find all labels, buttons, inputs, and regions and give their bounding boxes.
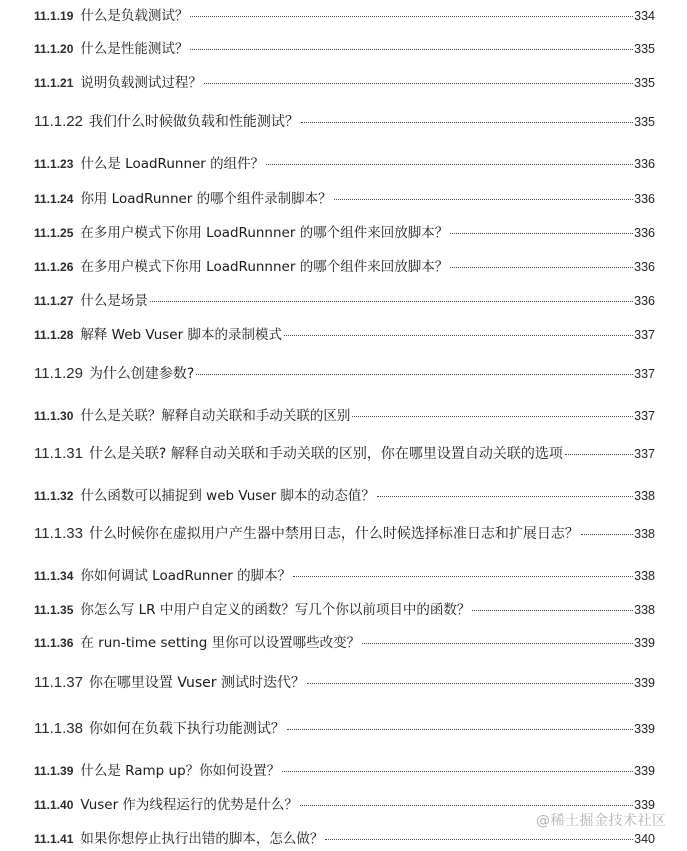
toc-entry-title: 说明负载测试过程？ (80, 75, 202, 91)
toc-entry[interactable] (34, 152, 655, 174)
dot-leader (334, 198, 633, 200)
toc-entry-page-number: 338 (634, 603, 655, 617)
toc-entry[interactable] (34, 793, 655, 815)
toc-entry-page-number: 336 (634, 260, 655, 274)
dot-leader (284, 334, 633, 336)
toc-entry-title: 什么是 Ramp up？你如何设置？ (80, 763, 281, 779)
toc-entry-title: 如果你想停止执行出错的脚本，怎么做？ (80, 831, 324, 847)
toc-entry-number: 11.1.21 (34, 76, 74, 90)
toc-entry-number: 11.1.38 (34, 720, 83, 737)
toc-entry-page-number: 335 (634, 42, 655, 56)
toc-entry[interactable] (34, 111, 655, 133)
dot-leader (196, 373, 633, 375)
toc-entry-number: 11.1.19 (34, 9, 74, 23)
toc-entry[interactable] (34, 404, 655, 426)
toc-entry-number: 11.1.23 (34, 157, 74, 171)
toc-entry-title: 我们什么时候做负载和性能测试？ (88, 114, 299, 130)
dot-leader (287, 728, 633, 730)
dot-leader (472, 609, 633, 611)
toc-entry-page-number: 336 (634, 294, 655, 308)
dot-leader (293, 575, 633, 577)
toc-entry-page-number: 338 (634, 569, 655, 583)
toc-entry-number: 11.1.22 (34, 113, 83, 130)
dot-leader (352, 415, 633, 417)
toc-entry-title: 你怎么写 LR 中用户自定义的函数？写几个你以前项目中的函数？ (80, 602, 471, 618)
toc-entry-page-number: 337 (634, 328, 655, 342)
toc-entry-page-number: 337 (634, 409, 655, 423)
toc-entry[interactable] (34, 598, 655, 620)
dot-leader (325, 838, 633, 840)
dot-leader (190, 15, 633, 17)
dot-leader (282, 770, 633, 772)
toc-entry[interactable] (34, 289, 655, 311)
dot-leader (377, 495, 633, 497)
toc-entry-title: 什么是关联? 解释自动关联和手动关联的区别，你在哪里设置自动关联的选项 (88, 446, 563, 462)
toc-entry-number: 11.1.36 (34, 636, 74, 650)
toc-entry-page-number: 335 (634, 76, 655, 90)
dot-leader (307, 682, 633, 684)
toc-entry[interactable] (34, 221, 655, 243)
dot-leader (362, 642, 633, 644)
dot-leader (300, 804, 633, 806)
toc-entry-page-number: 339 (634, 676, 655, 690)
dot-leader (301, 121, 633, 123)
toc-entry[interactable] (34, 71, 655, 93)
toc-entry-number: 11.1.39 (34, 764, 74, 778)
toc-entry-title: 你如何调试 LoadRunner 的脚本？ (80, 568, 292, 584)
toc-entry-number: 11.1.32 (34, 489, 74, 503)
toc-entry-number: 11.1.30 (34, 409, 74, 423)
toc-entry-title: 在多用户模式下你用 LoadRunnner 的哪个组件来回放脚本？ (80, 225, 449, 241)
toc-entry[interactable] (34, 672, 655, 694)
toc-entry-title: 你如何在负载下执行功能测试？ (88, 721, 285, 737)
toc-entry-title: 什么是性能测试？ (80, 41, 189, 57)
toc-entry[interactable] (34, 827, 655, 849)
toc-entry-title: 你用 LoadRunner 的哪个组件录制脚本？ (80, 191, 332, 207)
toc-entry-title: 为什么创建参数? (88, 366, 195, 382)
dot-leader (565, 453, 633, 455)
dot-leader (450, 232, 633, 234)
toc-entry-title: 什么函数可以捕捉到 web Vuser 脚本的动态值？ (80, 488, 375, 504)
toc-entry-page-number: 337 (634, 367, 655, 381)
toc-entry-number: 11.1.27 (34, 294, 74, 308)
toc-entry-page-number: 338 (634, 527, 655, 541)
toc-entry-page-number: 336 (634, 157, 655, 171)
toc-entry-number: 11.1.26 (34, 260, 74, 274)
toc-entry[interactable] (34, 631, 655, 653)
toc-entry-title: 什么是关联？解释自动关联和手动关联的区别 (80, 408, 351, 424)
toc-entry-page-number: 337 (634, 447, 655, 461)
toc-entry-number: 11.1.31 (34, 445, 83, 462)
toc-entry-page-number: 336 (634, 192, 655, 206)
toc-entry-number: 11.1.20 (34, 42, 74, 56)
toc-entry-page-number: 339 (634, 798, 655, 812)
dot-leader (266, 163, 633, 165)
toc-entry-page-number: 340 (634, 832, 655, 846)
toc-entry-number: 11.1.34 (34, 569, 74, 583)
toc-entry[interactable] (34, 484, 655, 506)
dot-leader (190, 48, 633, 50)
toc-entry-title: 什么是负载测试？ (80, 8, 189, 24)
toc-entry-title: 解释 Web Vuser 脚本的录制模式 (80, 327, 282, 343)
toc-entry-number: 11.1.40 (34, 798, 74, 812)
dot-leader (150, 300, 633, 302)
toc-entry-number: 11.1.33 (34, 525, 83, 542)
toc-entry-page-number: 339 (634, 722, 655, 736)
toc-entry-title: Vuser 作为线程运行的优势是什么？ (80, 797, 298, 813)
toc-entry-page-number: 339 (634, 764, 655, 778)
toc-entry-page-number: 335 (634, 115, 655, 129)
toc-entry-number: 11.1.24 (34, 192, 74, 206)
toc-entry[interactable] (34, 187, 655, 209)
toc-entry-number: 11.1.41 (34, 832, 74, 846)
toc-entry[interactable] (34, 4, 655, 26)
toc-entry-number: 11.1.29 (34, 365, 83, 382)
toc-entry[interactable] (34, 323, 655, 345)
dot-leader (450, 266, 633, 268)
dot-leader (204, 82, 633, 84)
toc-entry-page-number: 338 (634, 489, 655, 503)
toc-entry-title: 在多用户模式下你用 LoadRunnner 的哪个组件来回放脚本？ (80, 259, 449, 275)
toc-entry[interactable] (34, 255, 655, 277)
toc-entry[interactable] (34, 37, 655, 59)
toc-entry-page-number: 334 (634, 9, 655, 23)
toc-entry-title: 什么是场景 (80, 293, 148, 309)
toc-entry-page-number: 336 (634, 226, 655, 240)
toc-entry-number: 11.1.35 (34, 603, 74, 617)
toc-entry[interactable] (34, 363, 655, 385)
toc-entry[interactable] (34, 523, 655, 545)
toc-entry[interactable] (34, 759, 655, 781)
watermark: @稀土掘金技术社区 (536, 813, 667, 829)
toc-entry-number: 11.1.28 (34, 328, 74, 342)
toc-entry-title: 在 run-time setting 里你可以设置哪些改变？ (80, 635, 361, 651)
toc-entry-page-number: 339 (634, 636, 655, 650)
toc-entry-number: 11.1.25 (34, 226, 74, 240)
toc-entry[interactable] (34, 718, 655, 740)
toc-entry-title: 你在哪里设置 Vuser 测试时迭代？ (88, 675, 306, 691)
dot-leader (581, 533, 633, 535)
toc-entry-title: 什么时候你在虚拟用户产生器中禁用日志，什么时候选择标准日志和扩展日志？ (88, 526, 579, 542)
toc-entry-number: 11.1.37 (34, 674, 83, 691)
toc-entry[interactable] (34, 564, 655, 586)
toc-entry-title: 什么是 LoadRunner 的组件？ (80, 156, 265, 172)
toc-entry[interactable] (34, 443, 655, 465)
